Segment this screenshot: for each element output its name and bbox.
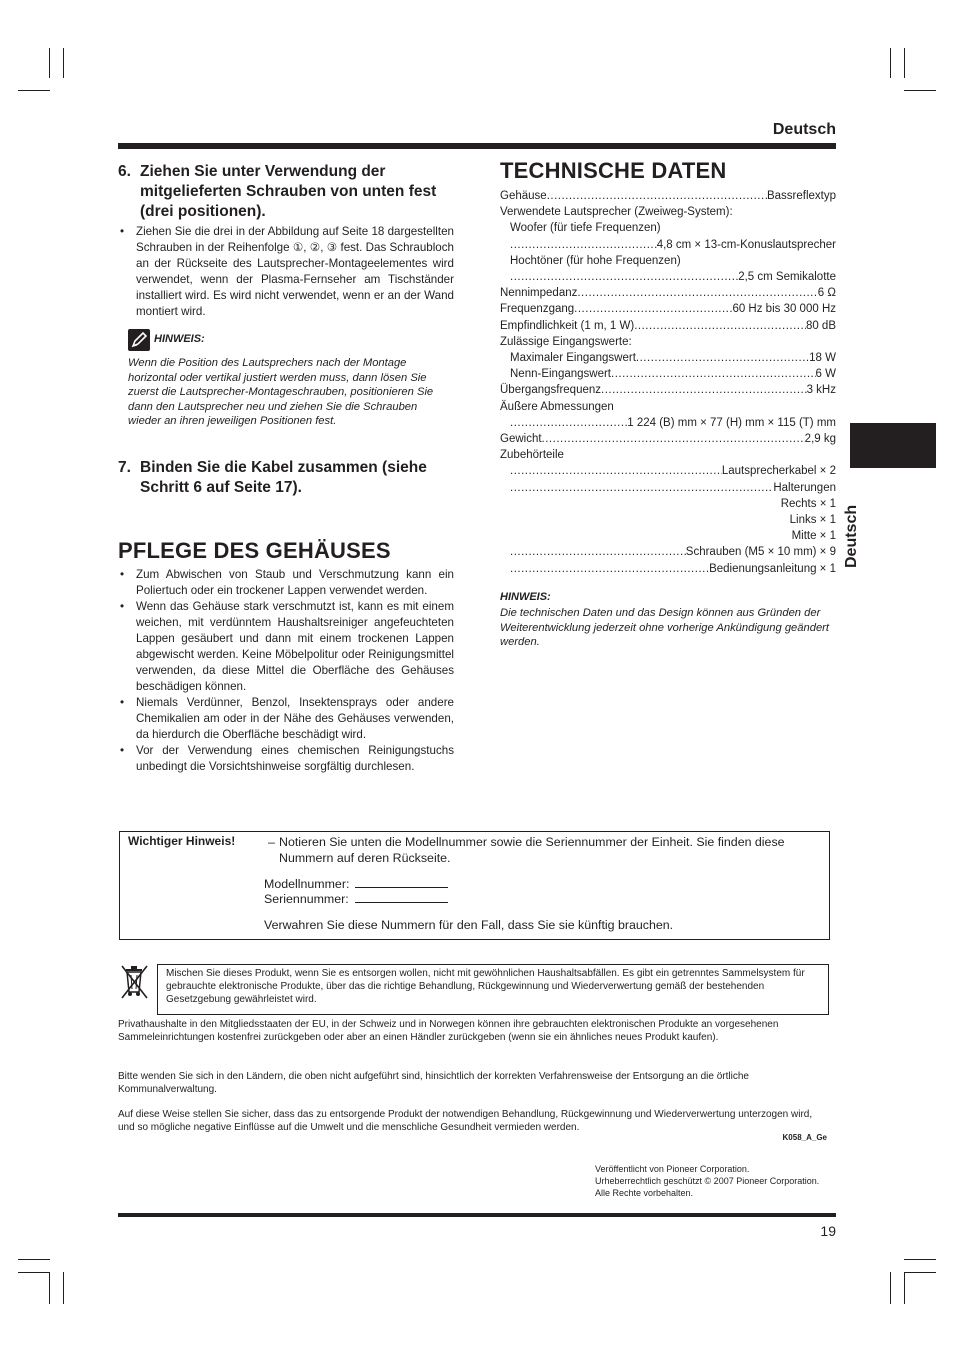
spec-row: ..... Schrauben (M5 × 10 mm) × 9 bbox=[500, 544, 836, 560]
spec-row: Maximaler Eingangswert ..... 18 W bbox=[500, 350, 836, 366]
spec-row: ..... 1 224 (B) mm × 77 (H) mm × 115 (T) mm bbox=[500, 415, 836, 431]
crop-mark bbox=[904, 90, 936, 91]
page-number: 19 bbox=[820, 1223, 836, 1239]
spec-row: Nenn-Eingangswert ..... 6 W bbox=[500, 366, 836, 382]
publisher-line: Veröffentlicht von Pioneer Corporation. bbox=[595, 1164, 750, 1174]
weee-paragraph: Privathaushalte in den Mitgliedsstaaten der EU, in der Schweiz und in Norwegen können ihre gebrauchten elektronischen Produkte an vorgesehenen Sammeleinrichtungen kostenfrei zurückgeben oder aber an einen Händler zurückgeben (wenn sie ein ähnliches neues Produkt kaufen). bbox=[118, 1019, 779, 1043]
step-6-heading: 6. Ziehen Sie unter Verwendung der mitgelieferten Schrauben von unten fest (drei positionen). bbox=[118, 163, 437, 220]
spec-row: ..... 4,8 cm × 13-cm-Konuslautsprecher bbox=[500, 237, 836, 253]
spec-row: Nennimpedanz ..... 6 Ω bbox=[500, 285, 836, 301]
crop-mark bbox=[63, 48, 64, 78]
weee-paragraph: Bitte wenden Sie sich in den Ländern, die oben nicht aufgeführt sind, hinsichtlich der korrekten Verfahrensweise der Entsorgung an die örtliche Kommunalverwaltung. bbox=[118, 1071, 749, 1095]
important-dash: – bbox=[268, 835, 275, 849]
spec-row: Verwendete Lautsprecher (Zweiweg-System): bbox=[500, 206, 733, 219]
crop-mark bbox=[49, 48, 50, 78]
spec-row: ..... Halterungen bbox=[500, 480, 836, 496]
spec-row: Zubehörteile bbox=[500, 449, 564, 462]
list-item: • Vor der Verwendung eines chemischen Reinigungstuchs unbedingt die Vorsichtshinweise sorgfältig durchlesen. bbox=[118, 743, 454, 775]
serial-number-field: Seriennummer: bbox=[264, 892, 448, 908]
specs-heading: TECHNISCHE DATEN bbox=[500, 158, 727, 183]
top-rule bbox=[118, 143, 836, 149]
care-bullets bbox=[118, 567, 454, 775]
crop-mark bbox=[904, 1259, 936, 1260]
crop-mark bbox=[890, 48, 891, 78]
list-item: • Zum Abwischen von Staub und Verschmutzung kann ein Poliertuch oder ein trockener Lappen verwendet werden. bbox=[118, 567, 454, 599]
list-item: • Wenn das Gehäuse stark verschmutzt ist, kann es mit einem weichen, mit verdünntem Haushaltsreiniger angefeuchteten Lappen gesäubert und dann mit einem trockenen Lappen abgewischt werden. Keine Möbelpolitur oder Reinigungsmittel verwenden, da diese Mittel die Oberfläche des Gehäuses beschädigen können. bbox=[118, 599, 454, 695]
spec-row: Frequenzgang ..... 60 Hz bis 30 000 Hz bbox=[500, 301, 836, 317]
step-6-bullets bbox=[118, 224, 454, 320]
note-text: Wenn die Position des Lautsprechers nach der Montage horizontal oder vertikal justiert werden muss, dann lösen Sie zuerst die Lautsprecher-Montageschrauben, positionieren Sie dann den Lautsprecher neu und ziehen Sie die Schrauben wieder an ihren jeweiligen Positionen fest. bbox=[128, 357, 434, 427]
spec-row: Links × 1 bbox=[789, 514, 836, 527]
crop-mark bbox=[63, 1272, 64, 1304]
important-line1: Notieren Sie unten die Modellnummer sowie die Seriennummer der Einheit. Sie finden diese Nummern auf deren Rückseite. bbox=[279, 835, 785, 865]
side-tab-block bbox=[850, 423, 936, 468]
language-header: Deutsch bbox=[772, 121, 836, 138]
note-icon bbox=[128, 329, 150, 351]
model-number-field: Modellnummer: bbox=[264, 877, 448, 893]
publisher-line: Alle Rechte vorbehalten. bbox=[595, 1188, 694, 1198]
list-item: • Ziehen Sie die drei in der Abbildung auf Seite 18 dargestellten Schrauben in der Reihenfolge ①, ②, ③ fest. Das Schraubloch an der Rückseite des Lautsprecher-Montageelementes wird verwendet, wenn der Plasma-Fernseher am Tischständer installiert wird. Es wird nicht verwendet, wenn er an der Wand montiert wird. bbox=[118, 224, 454, 320]
spec-row: Äußere Abmessungen bbox=[500, 400, 614, 413]
important-label: Wichtiger Hinweis! bbox=[128, 834, 236, 848]
spec-row: Gewicht ..... 2,9 kg bbox=[500, 431, 836, 447]
spec-row: Rechts × 1 bbox=[780, 497, 836, 510]
spec-row: Gehäuse ..... Bassreflextyp bbox=[500, 188, 836, 204]
spec-row: Zulässige Eingangswerte: bbox=[500, 335, 632, 348]
crop-mark bbox=[904, 1272, 905, 1304]
spec-row: ..... 2,5 cm Semikalotte bbox=[500, 269, 836, 285]
bottom-rule bbox=[118, 1213, 836, 1217]
note-label: HINWEIS: bbox=[500, 591, 551, 603]
spec-row: Übergangsfrequenz ..... 3 kHz bbox=[500, 382, 836, 398]
publisher-line: Urheberrechtlich geschützt © 2007 Pioneer Corporation. bbox=[595, 1176, 820, 1186]
crossed-bin-icon bbox=[117, 962, 151, 1002]
crop-mark bbox=[49, 1272, 50, 1304]
side-tab-label: Deutsch bbox=[843, 504, 860, 568]
crop-mark bbox=[904, 1272, 936, 1273]
crop-mark bbox=[904, 48, 905, 78]
crop-mark bbox=[18, 1272, 50, 1273]
spec-row: Mitte × 1 bbox=[791, 530, 836, 543]
step-7-heading: 7. Binden Sie die Kabel zusammen (siehe Schritt 6 auf Seite 17). bbox=[118, 459, 427, 496]
list-item: • Niemals Verdünner, Benzol, Insektensprays oder andere Chemikalien am oder in der Nähe des Gehäuses verwenden, da hierdurch die Oberfläche beschädigt wird. bbox=[118, 695, 454, 743]
specs-list bbox=[500, 188, 836, 577]
crop-mark bbox=[18, 90, 50, 91]
weee-box-text: Mischen Sie dieses Produkt, wenn Sie es entsorgen wollen, nicht mit gewöhnlichen Haushaltsabfällen. Es gibt ein getrenntes Sammelsystem für gebrauchte elektronische Produkte, über das die richtige Behandlung, Rückgewinnung und Wiederverwertung gemäß der bestehenden Gesetzgebung gewährleistet wird. bbox=[166, 968, 805, 1005]
spec-row: ..... Bedienungsanleitung × 1 bbox=[500, 561, 836, 577]
spec-row: Empfindlichkeit (1 m, 1 W) ..... 80 dB bbox=[500, 318, 836, 334]
crop-mark bbox=[18, 1259, 50, 1260]
important-keep: Verwahren Sie diese Nummern für den Fall, dass Sie sie künftig brauchen. bbox=[264, 918, 674, 932]
spec-row: Woofer (für tiefe Frequenzen) bbox=[510, 222, 661, 235]
spec-row: ..... Lautsprecherkabel × 2 bbox=[500, 463, 836, 479]
doc-code: K058_A_Ge bbox=[782, 1133, 827, 1142]
spec-row: Hochtöner (für hohe Frequenzen) bbox=[510, 254, 681, 267]
crop-mark bbox=[890, 1272, 891, 1304]
care-heading: PFLEGE DES GEHÄUSES bbox=[118, 538, 391, 563]
note-label: HINWEIS: bbox=[154, 333, 205, 345]
note-text: Die technischen Daten und das Design können aus Gründen der Weiterentwicklung jederzeit ohne vorherige Ankündigung geändert werden. bbox=[500, 607, 829, 648]
weee-paragraph: Auf diese Weise stellen Sie sicher, dass das zu entsorgende Produkt der notwendigen Behandlung, Rückgewinnung und Wiederverwertung unterzogen wird, und so mögliche negative Einflüsse auf die Umwelt und die menschliche Gesundheit vermieden werden. bbox=[118, 1109, 813, 1133]
